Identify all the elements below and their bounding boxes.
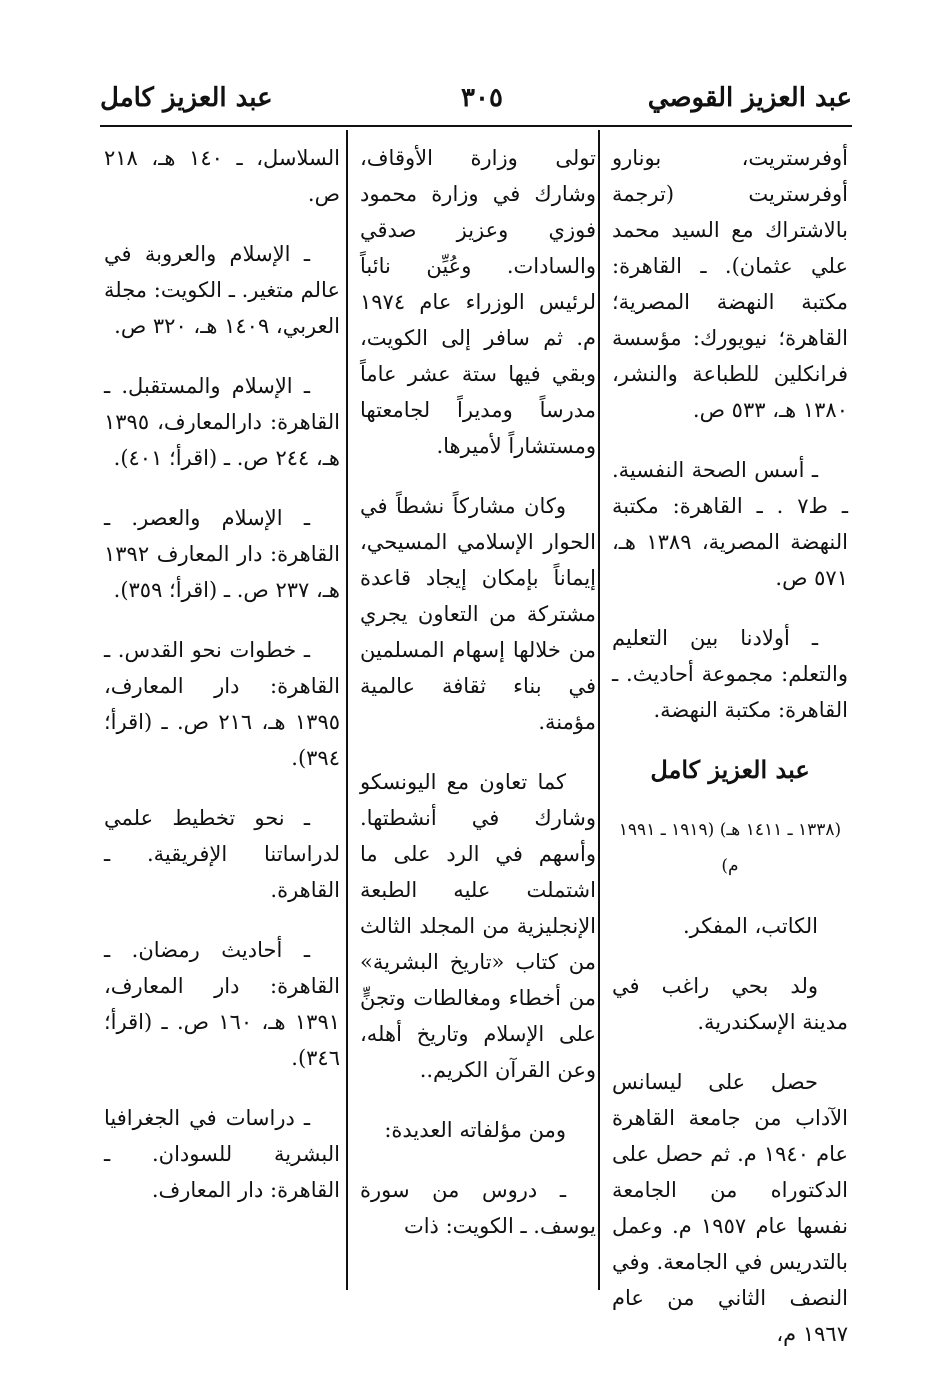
header-rule [100, 125, 852, 127]
paragraph: ولد بحي راغب في مدينة الإسكندرية. [612, 974, 848, 1034]
header-entry-left: عبد العزيز كامل [100, 83, 273, 113]
bibliography-entry: ـ دراسات في الجغرافيا البشرية للسودان. ـ القاهرة: دار المعارف. [104, 1106, 340, 1202]
bibliography-entry: ـ أسس الصحة النفسية. ـ ط٧ . ـ القاهرة: مكتبة النهضة المصرية، ١٣٨٩ هـ، ٥٧١ ص. [612, 458, 848, 590]
header-entry-right: عبد العزيز القوصي [647, 83, 852, 113]
column-middle [360, 140, 596, 1244]
bibliography-entry: ـ خطوات نحو القدس. ـ القاهرة: دار المعارف، ١٣٩٥ هـ، ٢١٦ ص. ـ (اقرأ؛ ٣٩٤). [104, 638, 341, 770]
paragraph: حصل على ليسانس الآداب من جامعة القاهرة عام ١٩٤٠ م. ثم حصل على الدكتوراه من الجامعة نفسها عام ١٩٥٧ م. وعمل بالتدريس في الجامعة. وفي النصف الثاني من عام ١٩٦٧ م، [612, 1070, 849, 1346]
bibliography-entry: ـ الإسلام والعروبة في عالم متغير. ـ الكويت: مجلة العربي، ١٤٠٩ هـ، ٣٢٠ ص. [104, 242, 340, 338]
paragraph: وكان مشاركاً نشطاً في الحوار الإسلامي المسيحي، إيماناً بإمكان إيجاد قاعدة مشتركة من التعاون يجري من خلالها إسهام المسلمين في بناء ثقافة عالمية مؤمنة. [360, 494, 596, 734]
biography-dates: (١٣٣٨ ـ ١٤١١ هـ) (١٩١٩ ـ ١٩٩١ م) [618, 820, 842, 876]
paragraph: ومن مؤلفاته العديدة: [384, 1118, 566, 1142]
biography-description: الكاتب، المفكر. [682, 914, 818, 938]
column-divider-1 [598, 130, 600, 1290]
bibliography-entry: ـ الإسلام والعصر. ـ القاهرة: دار المعارف ١٣٩٢ هـ، ٢٣٧ ص. ـ (اقرأ؛ ٣٥٩). [104, 506, 340, 602]
bibliography-entry: السلاسل، ـ ١٤٠ هـ، ٢١٨ ص. [104, 146, 341, 206]
bibliography-entry: ـ نحو تخطيط علمي لدراساتنا الإفريقية. ـ القاهرة. [104, 806, 340, 902]
column-divider-2 [346, 130, 348, 1290]
bibliography-entry: ـ أولادنا بين التعليم والتعلم: مجموعة أحاديث. ـ القاهرة: مكتبة النهضة. [612, 626, 848, 722]
paragraph: أوفرستريت، بونارو أوفرستريت (ترجمة بالاشتراك مع السيد محمد علي عثمان). ـ القاهرة: مكتبة النهضة المصرية؛ القاهرة؛ نيويورك: مؤسسة فرانكلين للطباعة والنشر، ١٣٨٠ هـ، ٥٣٣ ص. [612, 146, 848, 422]
bibliography-entry: ـ دروس من سورة يوسف. ـ الكويت: ذات [360, 1178, 596, 1238]
page-number: ٣٠٥ [461, 83, 503, 113]
bibliography-entry: ـ أحاديث رمضان. ـ القاهرة: دار المعارف، ١٣٩١ هـ، ١٦٠ ص. ـ (اقرأ؛ ٣٤٦). [104, 938, 341, 1070]
paragraph: تولى وزارة الأوقاف، وشارك في وزارة محمود فوزي وعزيز صدقي والسادات. وعُيِّن نائباً لرئيس الوزراء عام ١٩٧٤ م. ثم سافر إلى الكويت، وبقي فيها ستة عشر عاماً مدرساً ومديراً لجامعتها ومستشاراً لأميرها. [360, 146, 596, 458]
column-right [612, 140, 848, 1352]
paragraph: كما تعاون مع اليونسكو وشارك في أنشطتها. وأسهم في الرد على ما اشتملت عليه الطبعة الإنجليزية من المجلد الثالث من كتاب «تاريخ البشرية» من أخطاء ومغالطات وتجنٍّ على الإسلام وتاريخ أهله، وعن القرآن الكريم.. [360, 770, 596, 1082]
bibliography-entry: ـ الإسلام والمستقبل. ـ القاهرة: دارالمعارف، ١٣٩٥ هـ، ٢٤٤ ص. ـ (اقرأ؛ ٤٠١). [104, 374, 340, 470]
running-header [100, 78, 852, 118]
biography-title: عبد العزيز كامل [650, 755, 810, 784]
column-left [104, 140, 340, 1208]
